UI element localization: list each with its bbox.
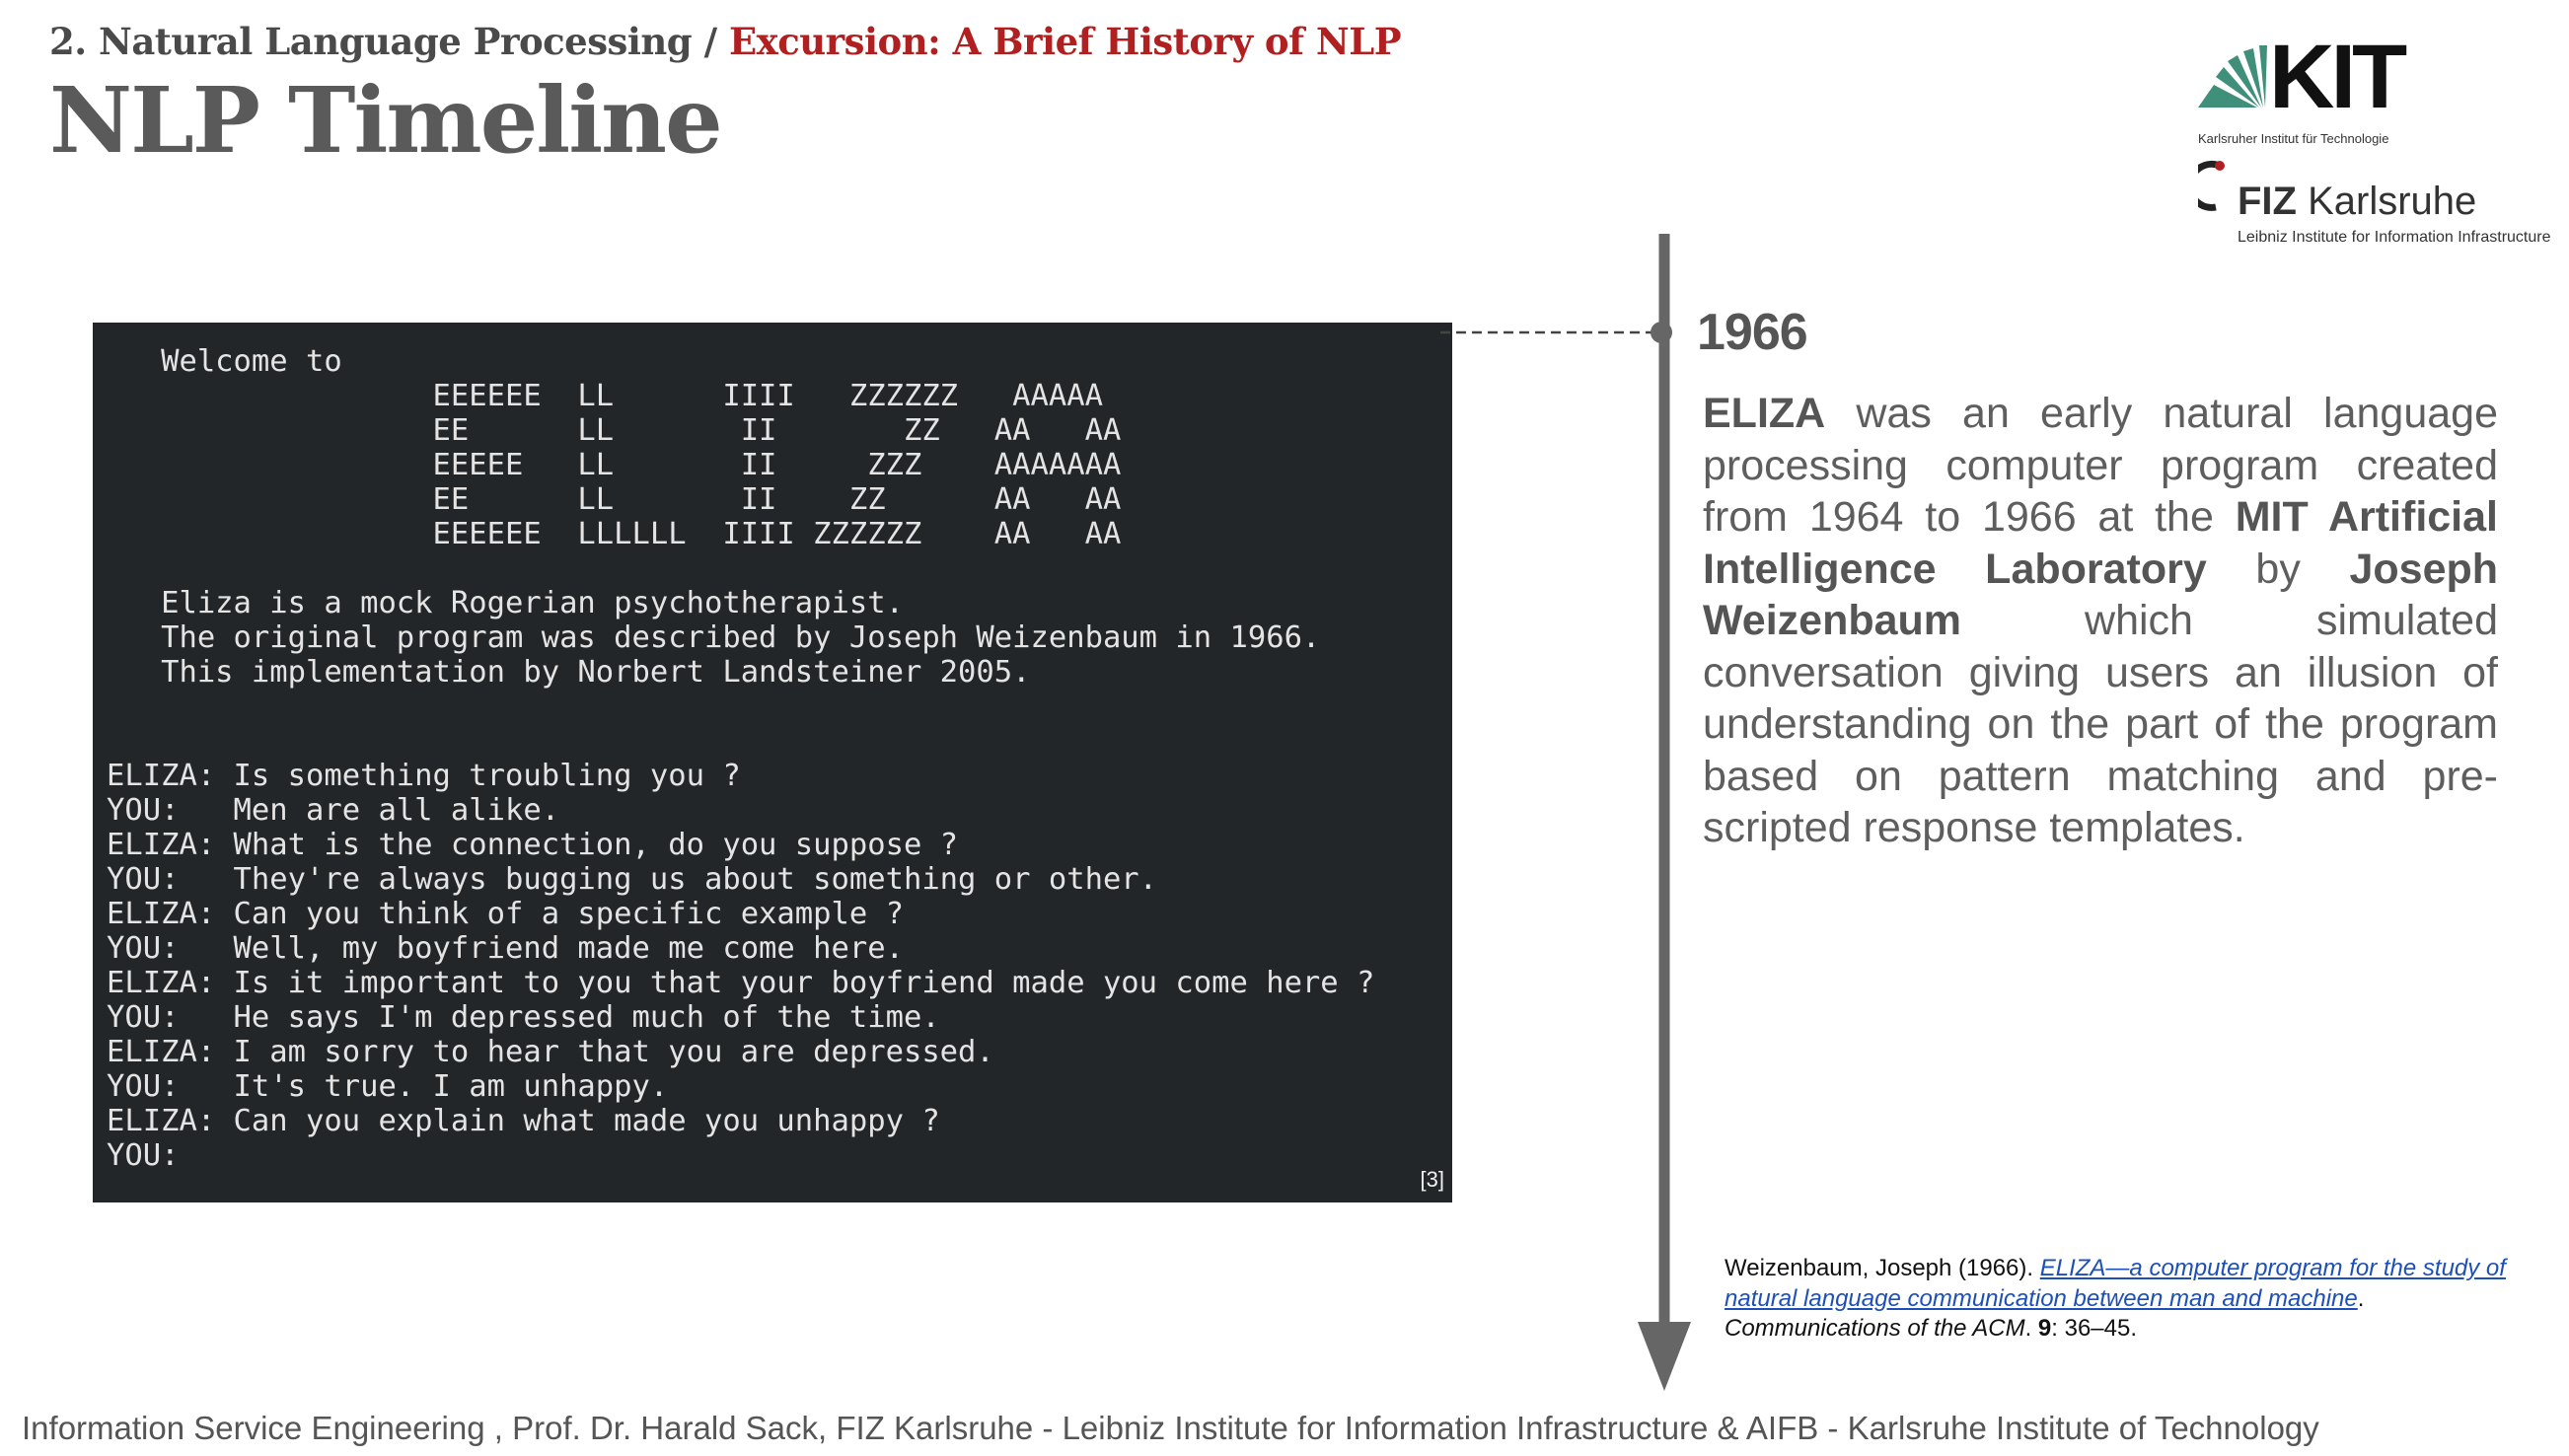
fiz-subtitle: Leibniz Institute for Information Infrastructure bbox=[2238, 229, 2551, 246]
terminal-line: Welcome to bbox=[161, 344, 342, 379]
timeline-year: 1966 bbox=[1697, 304, 1807, 361]
breadcrumb-section: 2. Natural Language Processing bbox=[49, 20, 693, 63]
ref-link[interactable]: ELIZA—a computer program for the study of natural language communication between man and machine bbox=[1725, 1255, 2506, 1312]
timeline-arrowhead bbox=[1638, 1322, 1691, 1391]
eliza-description bbox=[1703, 388, 2498, 854]
terminal-line: EEEEE LL II ZZZ AAAAAAA bbox=[432, 448, 1122, 482]
timeline-marker bbox=[1651, 322, 1672, 343]
terminal-line: EE LL II ZZ AA AA bbox=[432, 413, 1122, 448]
terminal-line: The original program was described by Joseph Weizenbaum in 1966. bbox=[161, 620, 1321, 655]
terminal-line: ELIZA: Can you explain what made you unhappy ? bbox=[107, 1104, 940, 1138]
kit-fan-icon bbox=[2198, 45, 2267, 108]
terminal-line: Eliza is a mock Rogerian psychotherapist. bbox=[161, 586, 904, 620]
kit-subtitle: Karlsruher Institut für Technologie bbox=[2198, 131, 2389, 146]
terminal-text bbox=[107, 344, 1374, 1173]
terminal-line: ELIZA: Can you think of a specific example ? bbox=[107, 897, 904, 931]
ref-journal: Communications of the ACM bbox=[1725, 1315, 2025, 1342]
reference bbox=[1725, 1254, 2514, 1345]
terminal-line: ELIZA: I am sorry to hear that you are depressed. bbox=[107, 1035, 994, 1069]
fiz-wordmark bbox=[2238, 180, 2476, 224]
terminal-line: EEEEEE LLLLLL IIII ZZZZZZ AA AA bbox=[432, 517, 1122, 551]
desc-mit-lab: MIT Artificial Intelligence Laboratory bbox=[1703, 493, 2498, 593]
terminal-line: YOU: Well, my boyfriend made me come here. bbox=[107, 931, 904, 966]
desc-eliza: ELIZA bbox=[1703, 390, 1826, 437]
fiz-rest: Karlsruhe bbox=[2296, 180, 2477, 223]
desc-weizenbaum: Joseph Weizenbaum bbox=[1703, 545, 2499, 644]
breadcrumb-separator: / bbox=[692, 20, 729, 63]
desc-part3: which simulated conversation giving users an illusion of understanding on the part of the program based on pattern matching and pre-scripted response templates. bbox=[1703, 597, 2498, 851]
terminal-line: ELIZA: Is it important to you that your boyfriend made you come here ? bbox=[107, 966, 1375, 1000]
citation-marker: [3] bbox=[1420, 1167, 1444, 1192]
terminal-line: YOU: They're always bugging us about something or other. bbox=[107, 862, 1158, 897]
breadcrumb bbox=[49, 20, 1401, 63]
ref-after-link: . bbox=[2357, 1284, 2365, 1312]
fiz-arc-icon bbox=[2198, 164, 2220, 207]
footer: Information Service Engineering , Prof. Dr. Harald Sack, FIZ Karlsruhe - Leibniz Institute for Information Infrastructure & AIFB - Karlsruhe Institute of Technology bbox=[22, 1410, 2319, 1446]
terminal-line: ELIZA: What is the connection, do you suppose ? bbox=[107, 828, 959, 862]
terminal-line: This implementation by Norbert Landsteiner 2005. bbox=[161, 655, 1031, 690]
fiz-bold: FIZ bbox=[2238, 180, 2297, 223]
terminal-line: EEEEEE LL IIII ZZZZZZ AAAAA bbox=[432, 379, 1103, 413]
desc-part1: was an early natural language processing computer program created from 1964 to 1966 at the bbox=[1703, 390, 2498, 541]
kit-wordmark: KIT bbox=[2269, 34, 2404, 127]
ref-journal-after: . bbox=[2024, 1315, 2038, 1342]
terminal-line: EE LL II ZZ AA AA bbox=[432, 482, 1122, 517]
page-title: NLP Timeline bbox=[49, 67, 721, 174]
desc-part2: by bbox=[2206, 545, 2350, 593]
terminal-line: YOU: It's true. I am unhappy. bbox=[107, 1069, 669, 1104]
terminal-line: YOU: bbox=[107, 1138, 180, 1173]
ref-pages: : 36–45. bbox=[2051, 1315, 2138, 1342]
terminal-line: YOU: Men are all alike. bbox=[107, 793, 560, 828]
ref-volume: 9 bbox=[2037, 1315, 2052, 1342]
eliza-terminal bbox=[93, 323, 1452, 1202]
terminal-line: ELIZA: Is something troubling you ? bbox=[107, 759, 741, 793]
breadcrumb-subsection: Excursion: A Brief History of NLP bbox=[728, 20, 1402, 63]
ref-author: Weizenbaum, Joseph (1966). bbox=[1725, 1255, 2040, 1281]
terminal-line: YOU: He says I'm depressed much of the time. bbox=[107, 1000, 940, 1035]
